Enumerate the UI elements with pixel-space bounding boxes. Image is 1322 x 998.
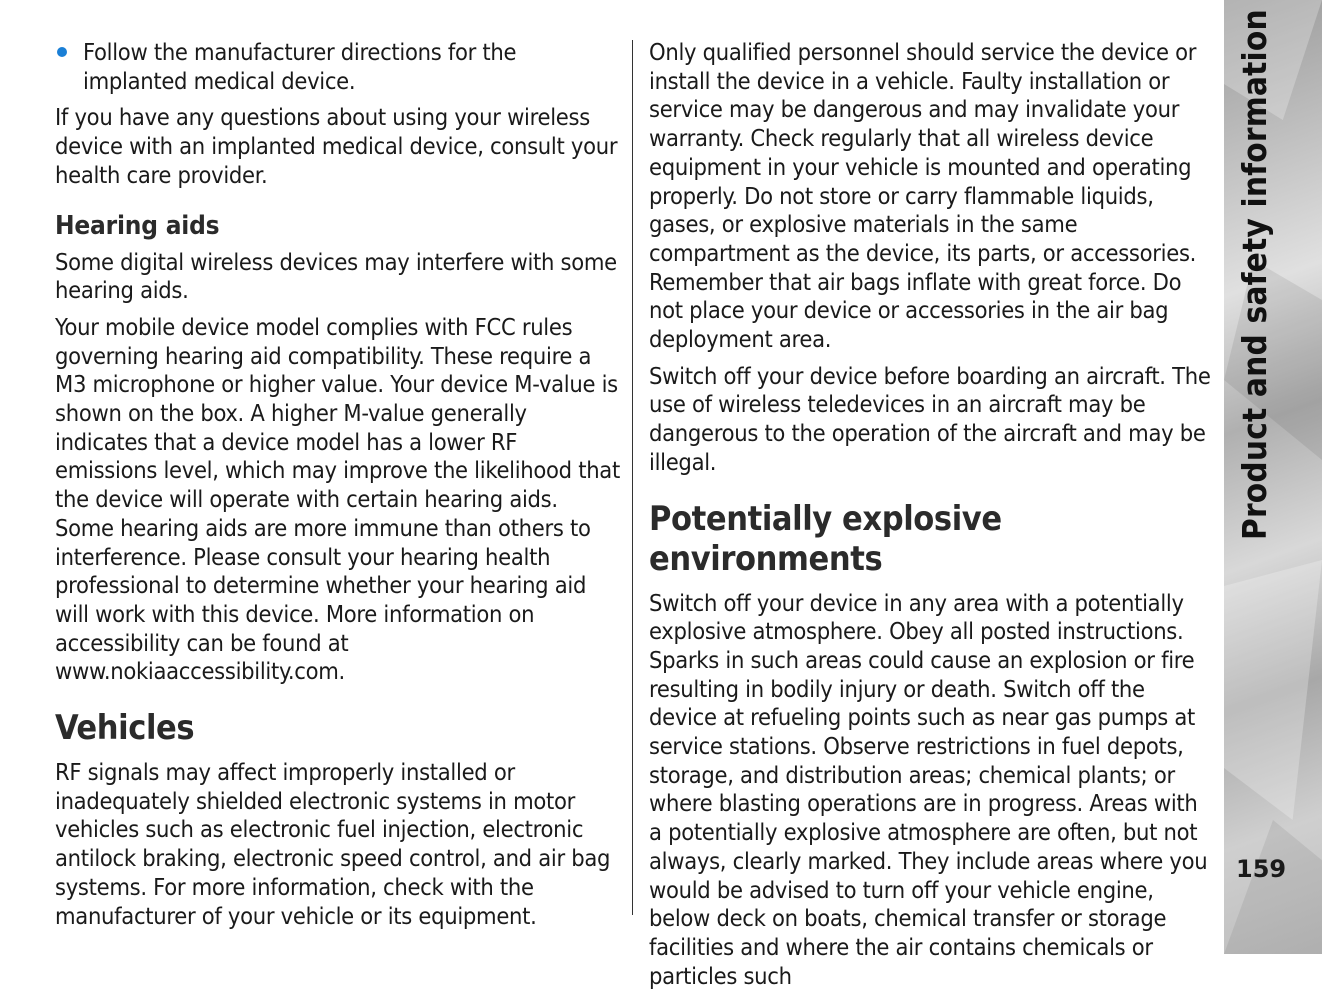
bullet-text: Follow the manufacturer directions for the implanted medical device. xyxy=(83,38,517,95)
aircraft-paragraph: Switch off your device before boarding an aircraft. The use of wireless teledevices in an aircraft may be dangerous to the operation of the aircraft and may be illegal. xyxy=(649,361,1211,476)
questions-paragraph: If you have any questions about using your wireless device with an implanted medical device, consult your health care provider. xyxy=(55,103,618,189)
hearing-aids-paragraph-1: Some digital wireless devices may interfere with some hearing aids. xyxy=(55,247,617,305)
left-column xyxy=(55,38,620,938)
explosive-environments-heading: Potentially explosive environments xyxy=(649,498,1002,579)
explosive-environments-paragraph: Switch off your device in any area with a potentially explosive atmosphere. Obey all posted instructions. Sparks in such areas could cause an explosion or fire resulting in bodily injury or death. Switch off the device at refueling points such as near gas pumps at service stations. Observe restrictions in fuel depots, storage, and distribution areas; chemical plants; or where blasting operations are in progress. Areas with a potentially explosive atmosphere are often, but not always, clearly marked. They include areas where you would be advised to turn off your vehicle engine, below deck on boats, chemical transfer or storage facilities and where the air contains chemicals or particles such xyxy=(649,588,1208,990)
page-number: 159 xyxy=(1236,855,1287,883)
service-paragraph: Only qualified personnel should service the device or install the device in a vehicle. Faulty installation or service may be dangerous and may invalidate your warranty. Check regularly that all wireless device equipment in your vehicle is mounted and operating properly. Do not store or carry flammable liquids, gases, or explosive materials in the same compartment as the device, its parts, or accessories. Remember that air bags inflate with great force. Do not place your device or accessories in the air bag deployment area. xyxy=(649,38,1197,354)
hearing-aids-heading: Hearing aids xyxy=(55,210,220,241)
section-title: Product and safety information xyxy=(1235,9,1274,540)
bullet-dot-icon xyxy=(57,47,67,57)
sidebar-facet xyxy=(1224,820,1322,954)
bullet-item xyxy=(55,38,620,95)
hearing-aids-paragraph-2: Your mobile device model complies with FCC rules governing hearing aid compatibility. These require a M3 microphone or higher value. Your device M-value is shown on the box. A higher M-value generally indicates that a device model has a lower RF emissions level, which may improve the likelihood that the device will operate with certain hearing aids. Some hearing aids are more immune than others to interference. Please consult your hearing health professional to determine whether your hearing aid will work with this device. More information on accessibility can be found at www.nokiaaccessibility.com. xyxy=(55,312,620,686)
column-divider xyxy=(632,40,633,915)
right-column xyxy=(649,38,1213,998)
vehicles-paragraph: RF signals may affect improperly installed or inadequately shielded electronic systems in motor vehicles such as electronic fuel injection, electronic antilock braking, electronic speed control, and air bag systems. For more information, check with the manufacturer of your vehicle or its equipment. xyxy=(55,758,611,930)
sidebar-facet xyxy=(1224,560,1322,820)
vehicles-heading: Vehicles xyxy=(55,708,195,749)
